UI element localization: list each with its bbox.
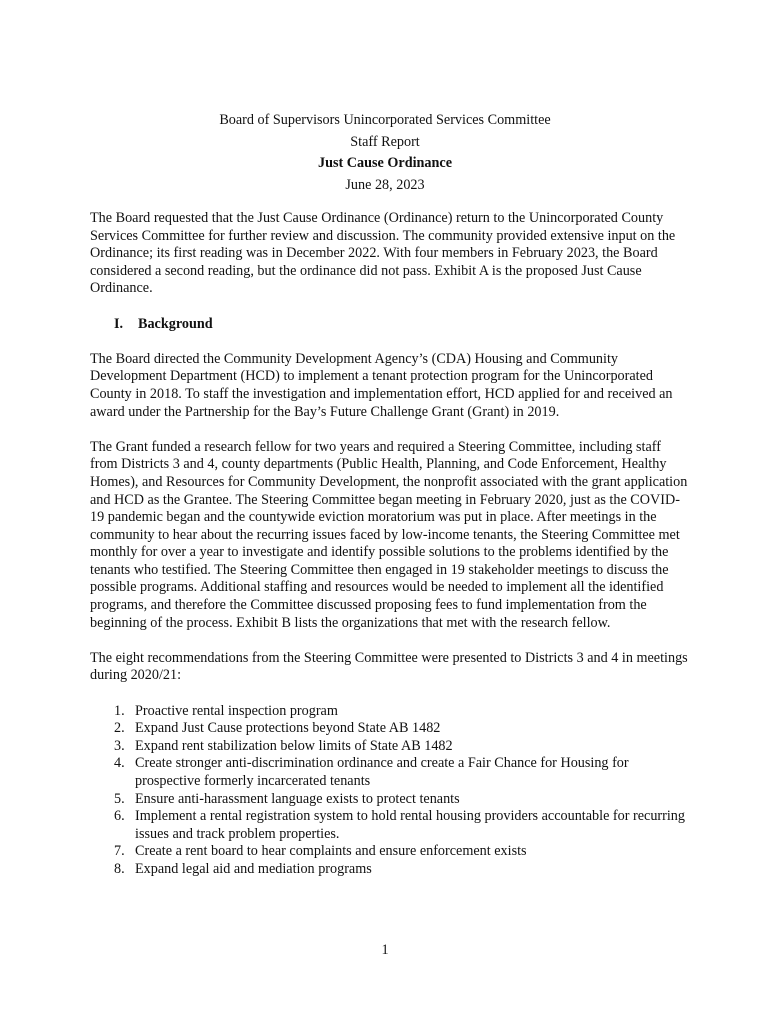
list-item-text: Implement a rental registration system to hold rental housing providers accountable for recurring issues and track problem properties. xyxy=(135,808,685,842)
list-item xyxy=(90,755,690,790)
list-item-text: Create a rent board to hear complaints and ensure enforcement exists xyxy=(135,843,527,860)
list-item-number: 6. xyxy=(114,808,125,825)
section-number: I. xyxy=(114,315,124,332)
list-item-number: 3. xyxy=(114,737,125,754)
list-item xyxy=(90,808,690,843)
list-item-number: 5. xyxy=(114,790,125,807)
report-title: Just Cause Ordinance xyxy=(317,155,452,171)
report-header xyxy=(0,110,770,196)
list-item-number: 8. xyxy=(114,860,125,877)
list-item-text: Expand legal aid and mediation programs xyxy=(135,860,372,877)
list-item-number: 7. xyxy=(114,843,125,860)
intro-paragraph: The Board requested that the Just Cause Ordinance (Ordinance) return to the Unincorporated County Services Committee for further review and discussion. The community provided extensive input on the Ordinance; its first reading was in December 2022. With four members in February 2023, the Board considered a second reading, but the ordinance did not pass. Exhibit A is the proposed Just Cause Ordinance. xyxy=(90,210,676,297)
report-date: June 28, 2023 xyxy=(345,176,425,193)
background-paragraph-2: The Grant funded a research fellow for two years and required a Steering Committee, including staff from Districts 3 and 4, county departments (Public Health, Planning, and Code Enforcement, Healthy Homes), and Resources for Community Development, the nonprofit associated with the grant application and HCD as the Grantee. The Steering Committee began meeting in February 2020, just as the COVID-19 pandemic began and the countywide eviction moratorium was put in place. After meetings in the community to hear about the recurring issues faced by low-income tenants, the Steering Committee met monthly for over a year to investigate and identify possible solutions to the problems identified by the tenants who testified. The Steering Committee then engaged in 19 stakeholder meetings to discuss the possible programs. Additional staffing and resources would be needed to implement all the identified programs, and therefore the Committee discussed proposing fees to fund implementation from the beginning of the process. Exhibit B lists the organizations that met with the research fellow. xyxy=(90,438,688,631)
list-item xyxy=(90,843,690,861)
recommendations-list xyxy=(90,703,690,879)
list-item-number: 2. xyxy=(114,720,125,737)
list-item-text: Ensure anti-harassment language exists to protect tenants xyxy=(135,790,460,807)
list-item xyxy=(90,791,690,809)
report-type: Staff Report xyxy=(350,133,420,150)
background-paragraph-1: The Board directed the Community Development Agency’s (CDA) Housing and Community Development Department (HCD) to implement a tenant protection program for the Unincorporated County in 2018. To staff the investigation and implementation effort, HCD applied for and received an award under the Partnership for the Bay’s Future Challenge Grant (Grant) in 2019. xyxy=(90,350,673,420)
list-item xyxy=(90,861,690,879)
list-item-text: Proactive rental inspection program xyxy=(135,702,338,719)
page-number: 1 xyxy=(381,942,389,958)
section-title: Background xyxy=(138,315,213,332)
committee-name: Board of Supervisors Unincorporated Services Committee xyxy=(219,112,551,128)
list-item-text: Expand Just Cause protections beyond State AB 1482 xyxy=(135,720,441,737)
report-body xyxy=(90,210,690,879)
list-item xyxy=(90,738,690,756)
list-item-text: Create stronger anti-discrimination ordinance and create a Fair Chance for Housing for prospective formerly incarcerated tenants xyxy=(135,755,629,789)
section-heading-background xyxy=(90,316,690,334)
list-item-number: 4. xyxy=(114,755,125,772)
background-paragraph-3: The eight recommendations from the Steering Committee were presented to Districts 3 and 4 in meetings during 2020/21: xyxy=(90,649,688,684)
list-item-text: Expand rent stabilization below limits of State AB 1482 xyxy=(135,737,453,754)
list-item xyxy=(90,703,690,721)
list-item-number: 1. xyxy=(114,702,125,719)
list-item xyxy=(90,720,690,738)
